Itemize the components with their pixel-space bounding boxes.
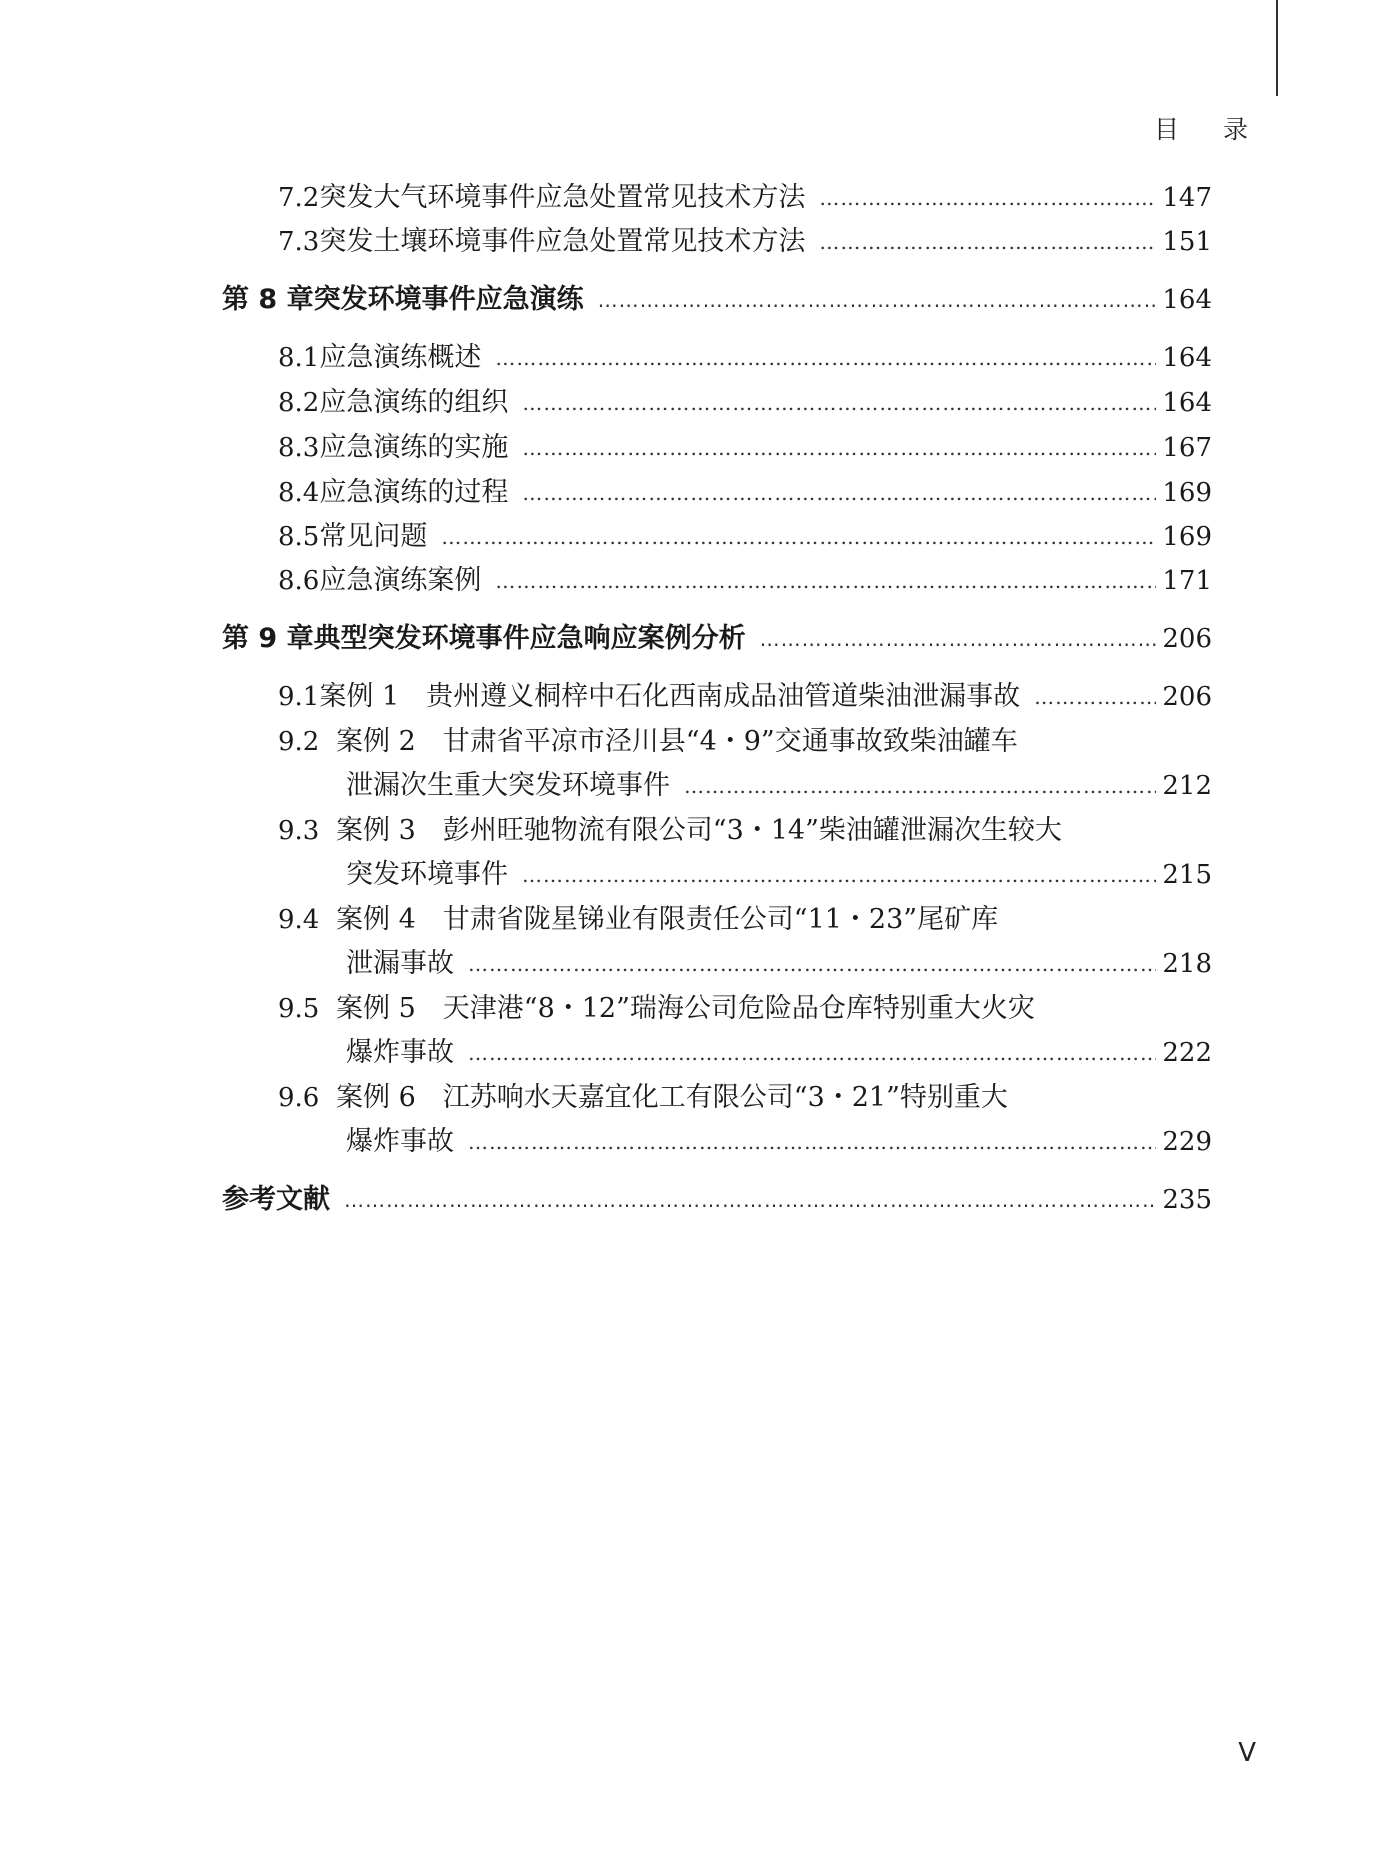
leader-dots [468,1120,1156,1164]
toc-entry-page: 218 [1162,949,1212,979]
toc-entry-title: 泄漏事故 [346,948,454,979]
toc-chapter-entry [222,278,1212,322]
toc-entry-title: 爆炸事故 [346,1126,454,1157]
leader-dots [344,1178,1156,1222]
toc-entry-number: 8.5 [278,522,320,552]
toc-section-entry [222,220,1212,264]
page-number: V [1238,1738,1256,1768]
toc-section-entry [222,987,1212,1031]
toc-chapter-entry [222,617,1212,661]
toc-section-entry [222,381,1212,425]
toc-entry-number: 9.6 [278,1083,320,1113]
toc-section-entry [222,559,1212,603]
toc-entry-page: 164 [1162,388,1212,418]
toc-section-entry [222,1076,1212,1120]
toc-entry-title: 泄漏次生重大突发环境事件 [346,770,670,801]
toc-entry-title: 案例 3 彭州旺驰物流有限公司“3・14”柴油罐泄漏次生较大 [336,815,1062,846]
leader-dots [468,1031,1156,1075]
toc-entry-page: 229 [1162,1127,1212,1157]
toc-entry-title: 应急演练概述 [319,342,482,373]
leader-dots [522,471,1156,515]
toc-section-entry [222,809,1212,853]
leader-dots [819,220,1156,264]
toc-entry-title: 案例 5 天津港“8・12”瑞海公司危险品仓库特别重大火灾 [336,993,1035,1024]
toc-entry-page: 147 [1162,183,1212,213]
running-header: 目 录 [1154,115,1266,144]
toc-entry-continuation [346,764,1212,808]
toc-entry-page: 222 [1162,1038,1212,1068]
toc-entry-title: 应急演练的过程 [319,477,509,508]
toc-entry-title: 应急演练案例 [319,565,482,596]
toc-section-entry [222,898,1212,942]
leader-dots [760,617,1156,661]
leader-dots [522,426,1156,470]
leader-dots [522,381,1156,425]
toc-entry-number: 7.3 [278,227,320,257]
toc-section-entry [222,176,1212,220]
toc-entry-number: 8.4 [278,478,320,508]
toc-entry-title: 突发土壤环境事件应急处置常见技术方法 [319,226,806,257]
toc-entry-title: 参考文献 [222,1184,330,1215]
toc-entry-number: 8.1 [278,343,320,373]
leader-dots [495,336,1156,380]
toc-entry-page: 151 [1162,227,1212,257]
leader-dots [598,278,1156,322]
toc-entry-number: 第 9 章 [222,623,314,654]
toc-entry-page: 171 [1162,566,1212,596]
toc-entry-page: 215 [1162,860,1212,890]
toc-entry-number: 9.5 [278,994,320,1024]
toc-entry-number: 9.2 [278,727,320,757]
toc-entry-continuation [346,1120,1212,1164]
leader-dots [441,515,1156,559]
toc-section-entry [222,426,1212,470]
toc-entry-page: 235 [1162,1185,1212,1215]
toc-section-entry [222,720,1212,764]
toc-section-entry [222,336,1212,380]
toc-entry-title: 案例 4 甘肃省陇星锑业有限责任公司“11・23”尾矿库 [336,904,999,935]
toc-entry-continuation [346,942,1212,986]
toc-entry-page: 167 [1162,433,1212,463]
leader-dots [495,559,1156,603]
toc-entry-title: 案例 2 甘肃省平凉市泾川县“4・9”交通事故致柴油罐车 [336,726,1018,757]
leader-dots [522,853,1156,897]
toc-entry-number: 8.6 [278,566,320,596]
toc-entry-number: 8.2 [278,388,320,418]
toc-entry-title: 突发环境事件 [346,859,508,890]
toc-entry-page: 169 [1162,522,1212,552]
leader-dots [819,176,1156,220]
toc-section-entry [222,515,1212,559]
toc-entry-title: 应急演练的实施 [319,432,509,463]
leader-dots [684,764,1156,808]
toc-entry-page: 206 [1162,682,1212,712]
toc-entry-title: 应急演练的组织 [319,387,509,418]
toc-entry-page: 206 [1162,624,1212,654]
toc-entry-number: 第 8 章 [222,284,314,315]
toc-section-entry [222,675,1212,719]
toc-entry-page: 164 [1162,343,1212,373]
margin-rule [1276,0,1278,96]
toc-entry-title: 案例 6 江苏响水天嘉宜化工有限公司“3・21”特别重大 [336,1082,1008,1113]
toc-section-entry [222,471,1212,515]
toc-entry-number: 7.2 [278,183,320,213]
toc-entry-number: 9.3 [278,816,320,846]
toc-entry-number: 8.3 [278,433,320,463]
toc-entry-title: 突发大气环境事件应急处置常见技术方法 [319,182,806,213]
toc-entry-title: 常见问题 [319,521,428,552]
toc-entry-title: 爆炸事故 [346,1037,454,1068]
toc-entry-page: 164 [1162,285,1212,315]
toc-entry-number: 9.1 [278,682,320,712]
leader-dots [1034,675,1156,719]
toc-entry-title: 案例 1 贵州遵义桐梓中石化西南成品油管道柴油泄漏事故 [319,681,1021,712]
leader-dots [468,942,1156,986]
toc-entry-title: 突发环境事件应急演练 [313,284,584,315]
toc-entry-page: 169 [1162,478,1212,508]
toc-entry-continuation [346,1031,1212,1075]
toc-chapter-entry [222,1178,1212,1222]
toc-entry-number: 9.4 [278,905,320,935]
toc-entry-page: 212 [1162,771,1212,801]
toc-entry-continuation [346,853,1212,897]
toc-entry-title: 典型突发环境事件应急响应案例分析 [313,623,746,654]
